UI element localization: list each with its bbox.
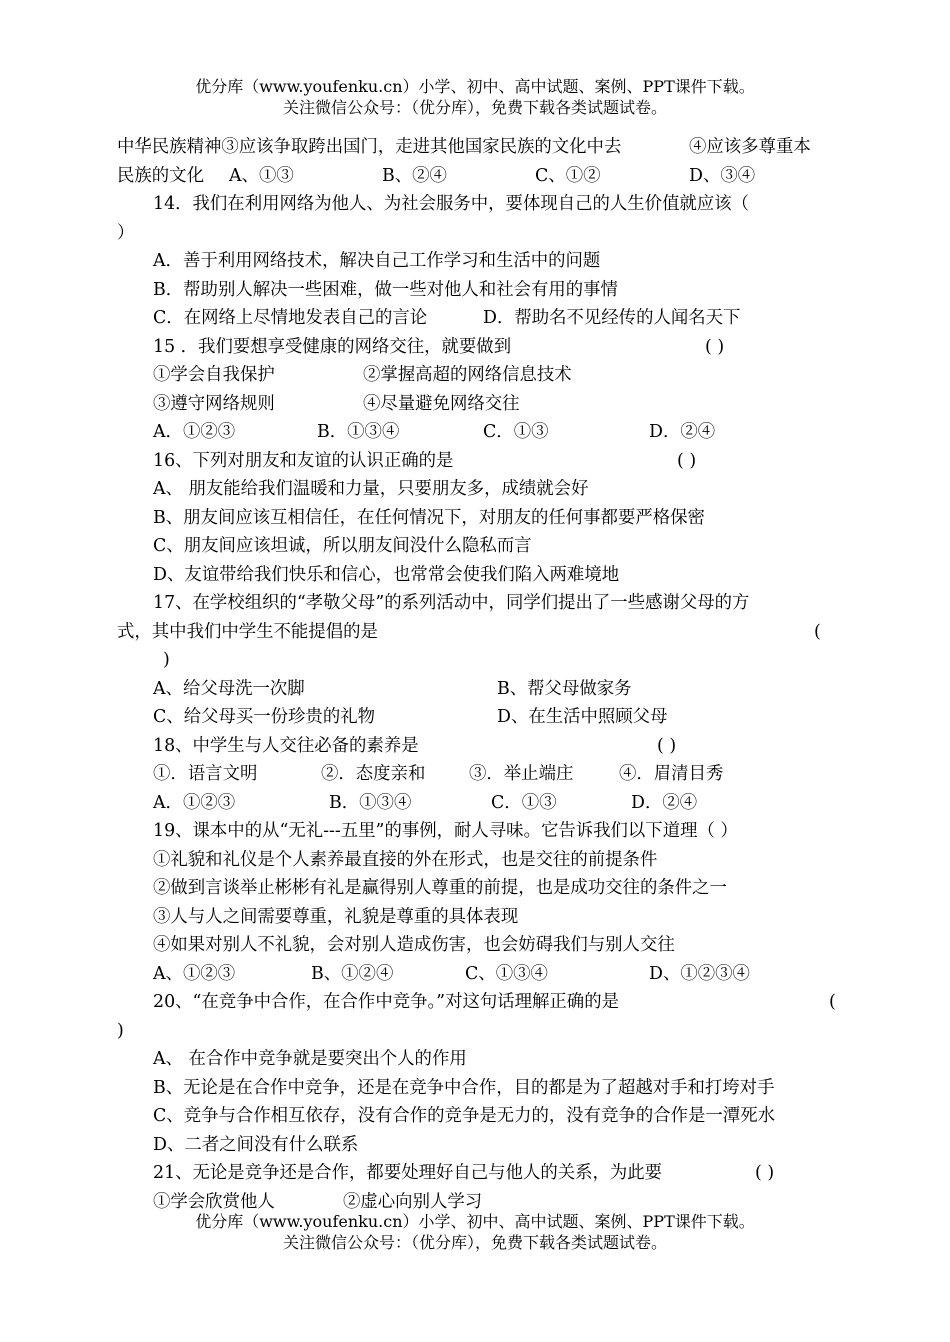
q16-option-a	[117, 475, 839, 504]
option-a: A、给父母洗一次脚	[153, 678, 305, 699]
q17-options-ab	[117, 675, 839, 704]
option-a: A．①②③	[153, 792, 236, 813]
option-text: A．善于利用网络技术，解决自己工作学习和生活中的问题	[153, 251, 601, 271]
answer-paren-open: (	[814, 621, 821, 642]
q19-options	[117, 960, 839, 989]
choice-item: ③人与人之间需要尊重，礼貌是尊重的具体表现	[153, 906, 519, 927]
q20-stem	[117, 988, 839, 1017]
option-b: B．①③④	[329, 792, 412, 813]
question-text: 19、课本中的从“无礼---五里”的事例，耐人寻味。它告诉我们以下道理（ ）	[153, 821, 738, 841]
choice-item: ②．态度亲和	[321, 764, 426, 784]
question-text: 16、下列对朋友和友谊的认识正确的是	[153, 450, 454, 471]
q15-options	[117, 418, 839, 447]
q14-stem-end	[117, 219, 839, 248]
header-line-2: 关注微信公众号：（优分库），免费下载各类试题试卷。	[282, 98, 667, 117]
answer-paren: ( )	[705, 336, 725, 357]
choice-item: ④如果对别人不礼貌，会对别人造成伤害，也会妨碍我们与别人交往	[153, 935, 675, 955]
choice-item: ④尽量避免网络交往	[363, 393, 520, 414]
continuation-text: 中华民族精神③应该争取跨出国门，走进其他国家民族的文化中去	[117, 137, 622, 157]
option-c: C、①②	[535, 165, 601, 186]
choice-item: ③．举止端庄	[469, 764, 574, 784]
q19-item-3	[117, 903, 839, 932]
q17-stem-1	[117, 589, 839, 618]
q19-item-1	[117, 846, 839, 875]
option-d: D、在生活中照顾父母	[497, 707, 668, 727]
page-footer	[0, 1211, 950, 1253]
option-text: D、二者之间没有什么联系	[153, 1134, 359, 1155]
option-text: A、 在合作中竞争就是要突出个人的作用	[153, 1049, 467, 1069]
option-c: C．①③	[491, 792, 557, 813]
option-b: B．①③④	[317, 422, 400, 442]
option-b: B、①②④	[311, 963, 394, 984]
choice-item: ②掌握高超的网络信息技术	[363, 365, 572, 385]
question-text: 15 ．我们要想享受健康的网络交往，就要做到	[153, 336, 512, 357]
option-a: A．①②③	[153, 422, 236, 442]
option-d: D．②④	[631, 792, 698, 813]
choice-item: ①．语言文明	[153, 764, 258, 784]
q20-paren-close	[117, 1017, 839, 1046]
q15-stem	[117, 333, 839, 362]
option-text: C、朋友间应该坦诚，所以朋友间没什么隐私而言	[153, 536, 532, 556]
continuation-stem: 民族的文化	[117, 165, 204, 186]
question-text: 17、在学校组织的“孝敬父母”的系列活动中，同学们提出了一些感谢父母的方	[153, 593, 750, 613]
option-c: C、给父母买一份珍贵的礼物	[153, 707, 375, 727]
answer-paren: ( )	[657, 735, 677, 756]
exam-body	[117, 133, 839, 1216]
q20-option-d	[117, 1131, 839, 1160]
question-text: 18、中学生与人交往必备的素养是	[153, 735, 419, 756]
option-text: B、朋友间应该互相信任，在任何情况下，对朋友的任何事都要严格保密	[153, 507, 705, 528]
option-c: C．①③	[483, 422, 549, 442]
option-b: B、帮父母做家务	[497, 678, 632, 699]
question-text: 14．我们在利用网络为他人、为社会服务中，要体现自己的人生价值就应该（	[153, 194, 750, 214]
q16-option-c	[117, 532, 839, 561]
choice-item: ②做到言谈举止彬彬有礼是赢得别人尊重的前提，也是成功交往的条件之一	[153, 878, 727, 898]
q18-items	[117, 760, 839, 789]
header-line-1: 优分库（www.youfenku.cn）小学、初中、高中试题、案例、PPT课件下载。	[195, 77, 755, 96]
q15-items-2	[117, 390, 839, 419]
choice-item: ①学会自我保护	[153, 365, 275, 385]
page-header	[0, 76, 950, 118]
option-text: D、友谊带给我们快乐和信心，也常常会使我们陷入两难境地	[153, 564, 620, 585]
q18-options	[117, 789, 839, 818]
option-d: D、①②③④	[649, 963, 750, 984]
q21-stem	[117, 1159, 839, 1188]
q18-stem	[117, 732, 839, 761]
q16-stem	[117, 447, 839, 476]
question-text: 20、“在竞争中合作，在合作中竞争。”对这句话理解正确的是	[153, 992, 619, 1012]
option-b: B、②④	[382, 165, 447, 186]
q19-item-4	[117, 931, 839, 960]
q14-stem	[117, 190, 839, 219]
choice-item: ①礼貌和礼仪是个人素养最直接的外在形式，也是交往的前提条件	[153, 849, 658, 870]
q16-option-b	[117, 504, 839, 533]
continuation-text-end: ④应该多尊重本	[689, 137, 811, 157]
q20-option-a	[117, 1045, 839, 1074]
choice-item: ③遵守网络规则	[153, 393, 275, 414]
option-d: D．帮助名不见经传的人闻名天下	[483, 308, 741, 328]
question-text: 21、无论是竞争还是合作，都要处理好自己与他人的关系，为此要	[153, 1163, 663, 1183]
option-text: C、竞争与合作相互依存，没有合作的竞争是无力的，没有竞争的合作是一潭死水	[153, 1106, 775, 1126]
answer-paren-close: )	[163, 650, 170, 670]
footer-line-2: 关注微信公众号：（优分库），免费下载各类试题试卷。	[282, 1233, 667, 1252]
choice-item: ④．眉清目秀	[619, 764, 724, 784]
choice-item: ①学会欣赏他人	[153, 1191, 275, 1212]
option-c: C．在网络上尽情地发表自己的言论	[153, 308, 428, 328]
option-a: A、①③	[229, 165, 294, 186]
option-text: B、无论是在合作中竞争，还是在竞争中合作，目的都是为了超越对手和打垮对手	[153, 1077, 775, 1098]
option-d: D、③④	[689, 165, 756, 186]
question-text: 式，其中我们中学生不能提倡的是	[117, 621, 378, 642]
q14-options-cd	[117, 304, 839, 333]
answer-paren: ( )	[755, 1163, 775, 1183]
q14-option-a	[117, 247, 839, 276]
option-a: A、①②③	[153, 963, 236, 984]
continuation-line-2	[117, 162, 839, 191]
option-text: B．帮助别人解决一些困难，做一些对他人和社会有用的事情	[153, 279, 618, 300]
option-c: C、①③④	[465, 963, 548, 984]
q19-stem	[117, 817, 839, 846]
option-text: A、 朋友能给我们温暖和力量，只要朋友多，成绩就会好	[153, 479, 589, 499]
option-d: D．②④	[649, 422, 716, 442]
q14-option-b	[117, 276, 839, 305]
q16-option-d	[117, 561, 839, 590]
continuation-line-1	[117, 133, 839, 162]
answer-paren: ）	[117, 222, 135, 243]
answer-paren-close: )	[117, 1020, 124, 1041]
q15-items-1	[117, 361, 839, 390]
q17-options-cd	[117, 703, 839, 732]
answer-paren: ( )	[677, 450, 697, 471]
q17-paren-close	[117, 646, 839, 675]
choice-item: ②虚心向别人学习	[343, 1191, 483, 1212]
footer-line-1: 优分库（www.youfenku.cn）小学、初中、高中试题、案例、PPT课件下载。	[195, 1212, 755, 1231]
q20-option-c	[117, 1102, 839, 1131]
q20-option-b	[117, 1074, 839, 1103]
q17-stem-2	[117, 618, 839, 647]
q19-item-2	[117, 874, 839, 903]
answer-paren-open: (	[829, 992, 836, 1012]
